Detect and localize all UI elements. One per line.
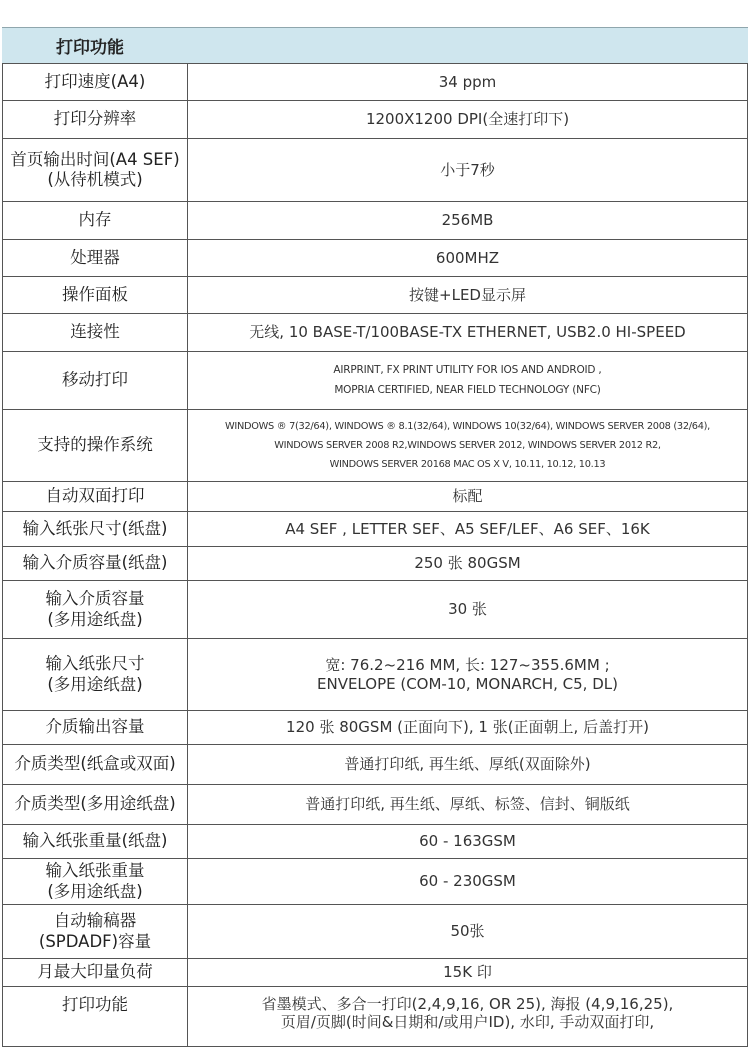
spec-value-line: 1200X1200 DPI(全速打印下): [365, 110, 570, 129]
spec-label-line: 输入纸张尺寸: [45, 654, 145, 674]
spec-value-line: 256MB: [441, 211, 494, 230]
spec-value: [188, 314, 748, 352]
spec-value: [188, 410, 748, 482]
spec-label-line: 介质类型(纸盒或双面): [14, 754, 176, 774]
spec-label-line: 打印功能: [62, 995, 128, 1014]
spec-label: [3, 785, 188, 825]
spec-label: [3, 639, 188, 711]
spec-label-line: 操作面板: [62, 284, 128, 304]
spec-label-line: 支持的操作系统: [37, 435, 153, 455]
spec-value-line: MOPRIA CERTIFIED, NEAR FIELD TECHNOLOGY (NFC): [334, 383, 601, 396]
spec-label-line: 打印分辨率: [53, 109, 137, 129]
spec-value-line: 宽: 76.2~216 MM, 长: 127~355.6MM ;: [325, 656, 610, 675]
spec-label-line: 自动输稿器: [53, 911, 137, 931]
spec-value-line: 无线, 10 BASE-T/100BASE-TX ETHERNET, USB2.0 HI-SPEED: [249, 323, 686, 342]
spec-value-line: WINDOWS SERVER 20168 MAC OS X V, 10.11, 10.12, 10.13: [329, 459, 606, 471]
spec-label-line: 首页输出时间(A4 SEF): [10, 149, 180, 169]
spec-label-line: 移动打印: [62, 370, 128, 390]
spec-row: [3, 785, 748, 825]
spec-label-line: 输入纸张重量(纸盘): [22, 831, 168, 851]
spec-value: [188, 352, 748, 410]
spec-row: [3, 512, 748, 547]
spec-value: [188, 240, 748, 277]
spec-label: [3, 410, 188, 482]
spec-value-line: 50张: [450, 922, 485, 941]
spec-label: [3, 987, 188, 1047]
spec-value-line: A4 SEF , LETTER SEF、A5 SEF/LEF、A6 SEF、16K: [285, 519, 650, 538]
spec-value: [188, 959, 748, 987]
spec-label: [3, 745, 188, 785]
spec-value: [188, 277, 748, 314]
spec-label: [3, 825, 188, 859]
spec-label: [3, 581, 188, 639]
spec-label-line: 输入纸张重量: [45, 861, 145, 881]
spec-row: [3, 410, 748, 482]
spec-row: [3, 581, 748, 639]
spec-label: [3, 202, 188, 240]
spec-value: [188, 139, 748, 202]
spec-label: [3, 64, 188, 101]
spec-value: [188, 639, 748, 711]
spec-label: [3, 482, 188, 512]
spec-label-line: 介质类型(多用途纸盘): [14, 794, 176, 814]
spec-label-line: 输入纸张尺寸(纸盘): [22, 518, 168, 538]
spec-value-line: 30 张: [448, 600, 487, 619]
spec-label-line: (多用途纸盘): [47, 609, 143, 629]
spec-value-line: 标配: [452, 487, 483, 506]
spec-value-line: ENVELOPE (COM-10, MONARCH, C5, DL): [317, 674, 618, 693]
spec-table: [2, 63, 748, 1047]
spec-label: [3, 314, 188, 352]
spec-label: [3, 352, 188, 410]
spec-row: [3, 859, 748, 905]
spec-label: [3, 139, 188, 202]
spec-label-line: 自动双面打印: [45, 486, 145, 506]
spec-label: [3, 101, 188, 139]
spec-row: [3, 352, 748, 410]
spec-value: [188, 547, 748, 581]
section-title: 打印功能: [56, 38, 124, 58]
spec-value-line: WINDOWS SERVER 2008 R2,WINDOWS SERVER 2012, WINDOWS SERVER 2012 R2,: [274, 439, 661, 451]
spec-value-line: 60 - 230GSM: [419, 872, 516, 891]
spec-row: [3, 959, 748, 987]
spec-value-line: 小于7秒: [440, 160, 495, 179]
spec-value-line: 600MHZ: [435, 248, 500, 267]
spec-label-line: (多用途纸盘): [47, 881, 143, 901]
spec-row: [3, 825, 748, 859]
spec-label: [3, 512, 188, 547]
spec-value: [188, 202, 748, 240]
spec-value-line: AIRPRINT, FX PRINT UTILITY FOR IOS AND ANDROID ,: [333, 364, 602, 377]
spec-row: [3, 139, 748, 202]
spec-label-line: 内存: [78, 210, 112, 230]
spec-value: [188, 859, 748, 905]
spec-value-line: 省墨模式、多合一打印(2,4,9,16, OR 25), 海报 (4,9,16,25),: [261, 995, 674, 1013]
spec-row: [3, 64, 748, 101]
spec-value: [188, 825, 748, 859]
spec-value-line: WINDOWS ® 7(32/64), WINDOWS ® 8.1(32/64), WINDOWS 10(32/64), WINDOWS SERVER 2008 (32/64),: [225, 420, 710, 432]
spec-row: [3, 482, 748, 512]
spec-label-line: 月最大印量负荷: [37, 962, 153, 982]
spec-value: [188, 711, 748, 745]
spec-value: [188, 581, 748, 639]
spec-value: [188, 482, 748, 512]
spec-row: [3, 905, 748, 959]
spec-value-line: 页眉/页脚(时间&日期和/或用户ID), 水印, 手动双面打印,: [280, 1013, 655, 1032]
spec-value: [188, 745, 748, 785]
spec-row: [3, 240, 748, 277]
spec-row: [3, 277, 748, 314]
spec-value: [188, 987, 748, 1047]
spec-label-line: 输入介质容量: [45, 589, 145, 609]
spec-label: [3, 240, 188, 277]
spec-value: [188, 905, 748, 959]
spec-row: [3, 101, 748, 139]
spec-label: [3, 905, 188, 959]
spec-label: [3, 711, 188, 745]
spec-value-line: 按键+LED显示屏: [409, 285, 526, 304]
spec-label: [3, 859, 188, 905]
spec-label: [3, 959, 188, 987]
spec-label-line: 处理器: [70, 247, 120, 267]
spec-row: [3, 987, 748, 1047]
spec-value: [188, 512, 748, 547]
spec-row: [3, 745, 748, 785]
spec-value-line: 普通打印纸, 再生纸、厚纸(双面除外): [344, 755, 591, 774]
spec-value: [188, 785, 748, 825]
spec-value-line: 120 张 80GSM (正面向下), 1 张(正面朝上, 后盖打开): [286, 718, 649, 737]
spec-label-line: (多用途纸盘): [47, 674, 143, 694]
spec-row: [3, 639, 748, 711]
spec-value-line: 34 ppm: [438, 72, 497, 91]
spec-label-line: 介质输出容量: [45, 717, 145, 737]
spec-row: [3, 547, 748, 581]
spec-label-line: (从待机模式): [47, 170, 143, 189]
spec-label: [3, 277, 188, 314]
section-header: [2, 27, 748, 63]
spec-label-line: (SPDADF)容量: [38, 931, 152, 951]
spec-label-line: 连接性: [70, 322, 120, 342]
spec-value: [188, 101, 748, 139]
spec-label-line: 输入介质容量(纸盘): [22, 553, 168, 573]
spec-value: [188, 64, 748, 101]
spec-value-line: 15K 印: [443, 963, 492, 982]
spec-label: [3, 547, 188, 581]
spec-value-line: 普通打印纸, 再生纸、厚纸、标签、信封、铜版纸: [305, 795, 630, 814]
spec-value-line: 250 张 80GSM: [414, 554, 521, 573]
spec-row: [3, 202, 748, 240]
spec-label-line: 打印速度(A4): [44, 71, 146, 91]
spec-value-line: 60 - 163GSM: [419, 832, 516, 851]
spec-row: [3, 711, 748, 745]
spec-row: [3, 314, 748, 352]
